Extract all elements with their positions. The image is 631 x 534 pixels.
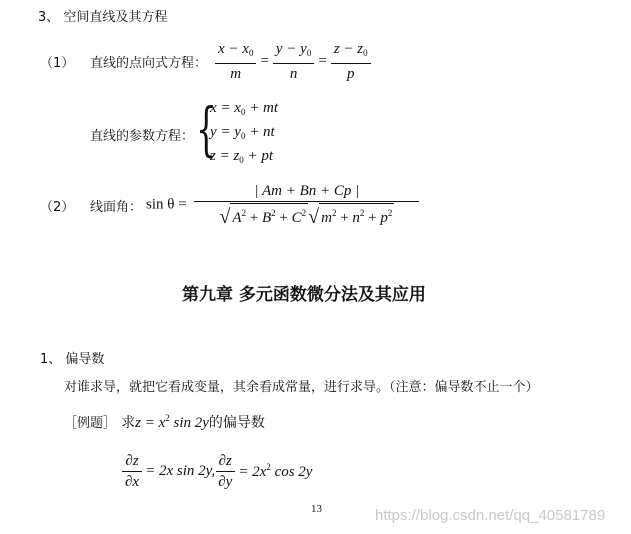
fraction-z: $\frac{z - z_0}{p}$ bbox=[331, 40, 371, 83]
parametric-line-y: $y = y_0$ + nt bbox=[210, 124, 275, 141]
description-text: 对谁求导，就把它看成变量，其余看成常量，进行求导。（注意：偏导数不止一个） bbox=[64, 380, 539, 395]
example-tag: ［例题］ bbox=[64, 416, 117, 431]
parametric-line-z: $z = z_0$ + pt bbox=[210, 148, 274, 165]
sqrt-mnp: √ $m^2 + n^2 + p^2$ bbox=[308, 203, 394, 227]
page-number: 13 bbox=[311, 503, 322, 515]
fraction-y: $\frac{y - y_0}{n}$ bbox=[273, 40, 314, 83]
line-plane-angle-equation: sin θ = | Am + Bn + Cp | √ $A^2 + B^2 + C^2$ √ $m^2 + n^2 + p^2$ bbox=[146, 182, 419, 228]
equation-label: 线面角： bbox=[90, 200, 143, 215]
equation-label: 直线的参数方程： bbox=[90, 129, 195, 144]
point-direction-equation: $\frac{x - x_0}{m}$ = $\frac{y - y_0}{n}$ = $\frac{z - z_0}{p}$ bbox=[215, 40, 371, 83]
chapter-title: 第九章 多元函数微分法及其应用 bbox=[182, 285, 426, 305]
watermark-url: https://blog.csdn.net/qq_40581789 bbox=[375, 507, 606, 524]
partial-fraction-x: $\frac{\partial z}{\partial x}$ bbox=[122, 452, 142, 491]
item-marker: （1） bbox=[40, 56, 75, 71]
section-heading: 1、 偏导数 bbox=[40, 352, 105, 367]
section-heading: 3、 空间直线及其方程 bbox=[38, 10, 168, 25]
equation-label: 直线的点向式方程： bbox=[90, 56, 208, 71]
angle-fraction: | Am + Bn + Cp | √ $A^2 + B^2 + C^2$ √ $m^2 + n^2 + p^2$ bbox=[194, 182, 419, 228]
example-line: ［例题］ 求$z = x^2$ sin 2y的偏导数 bbox=[64, 413, 265, 431]
left-brace-icon: { bbox=[196, 95, 217, 163]
sqrt-abc: √ $A^2 + B^2 + C^2$ bbox=[219, 203, 308, 227]
parametric-line-x: $x = x_0$ + mt bbox=[210, 100, 279, 117]
example-expression: $z = x^2$ sin 2y bbox=[135, 413, 209, 431]
partial-fraction-y: $\frac{\partial z}{\partial y}$ bbox=[215, 452, 235, 491]
partial-derivative-answer: $\frac{\partial z}{\partial x}$ = 2x sin 2y, $\frac{\partial z}{\partial y}$ = $2x^2$ cos 2y bbox=[122, 452, 312, 491]
item-marker: （2） bbox=[40, 200, 75, 215]
fraction-x: $\frac{x - x_0}{m}$ bbox=[215, 40, 256, 83]
